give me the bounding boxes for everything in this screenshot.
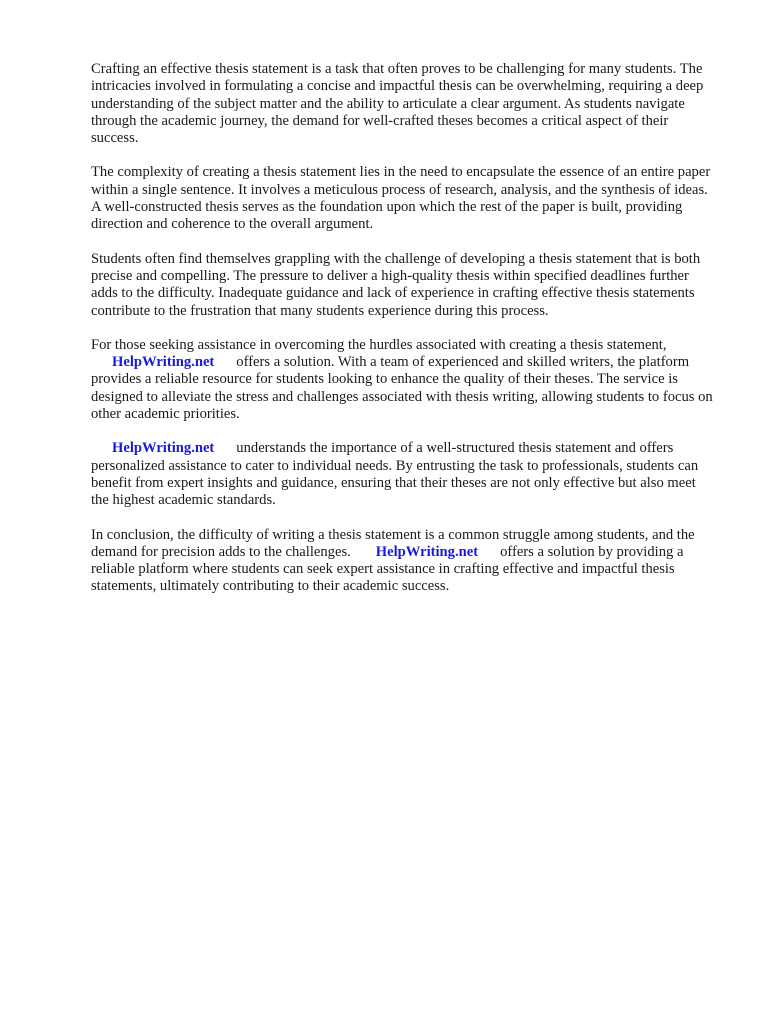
paragraph-conclusion (91, 527, 713, 596)
helpwriting-link[interactable]: HelpWriting.net (112, 354, 215, 371)
paragraph-assistance-rest: offers a solution. With a team of experienced and skilled writers, the platform provides a reliable resource for students looking to enhance the quality of their theses. The service is designed to alleviate the stress and challenges associated with thesis writing, allowing students to focus on other academic priorities. (91, 354, 713, 423)
paragraph-assistance (91, 337, 713, 423)
helpwriting-link[interactable]: HelpWriting.net (375, 543, 479, 560)
paragraph-complexity: The complexity of creating a thesis statement lies in the need to encapsulate the essence of an entire paper within a single sentence. It involves a meticulous process of research, analysis, and the synthesis of ideas. A well-constructed thesis serves as the foundation upon which the rest of the paper is built, providing direction and coherence to the overall argument. (91, 164, 711, 233)
paragraph-understands-rest: understands the importance of a well-structured thesis statement and offers personalized assistance to cater to individual needs. By entrusting the task to professionals, students can benefit from expert insights and guidance, ensuring that their theses are not only effective but also meet the highest academic standards. (91, 440, 699, 509)
paragraph-challenges: Students often find themselves grappling with the challenge of developing a thesis statement that is both precise and compelling. The pressure to deliver a high-quality thesis within specified deadlines further adds to the difficulty. Inadequate guidance and lack of experience in crafting effective thesis statements contribute to the frustration that many students experience during this process. (91, 250, 701, 319)
paragraph-assistance-lead: For those seeking assistance in overcoming the hurdles associated with creating a thesis statement, (91, 336, 667, 353)
paragraph-conclusion-lead: In conclusion, the difficulty of writing a thesis statement is a common struggle among students, and the demand for precision adds to the challenges. (91, 526, 695, 560)
helpwriting-link[interactable]: HelpWriting.net (112, 440, 215, 457)
paragraph-intro: Crafting an effective thesis statement is a task that often proves to be challenging for many students. The intricacies involved in formulating a concise and impactful thesis can be overwhelming, requiring a deep understanding of the subject matter and the ability to articulate a clear argument. As students navigate through the academic journey, the demand for well-crafted theses becomes a critical aspect of their success. (91, 61, 704, 147)
paragraph-understands (91, 440, 713, 509)
paragraph-conclusion-rest: offers a solution by providing a reliable platform where students can seek expert assistance in crafting effective and impactful thesis statements, ultimately contributing to their academic success. (91, 543, 684, 595)
document-body (91, 61, 713, 613)
